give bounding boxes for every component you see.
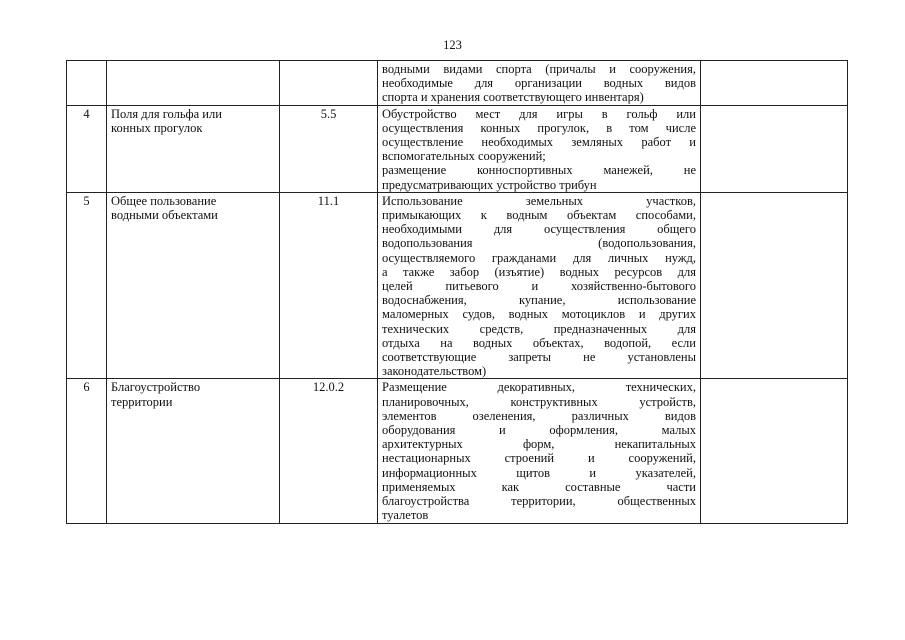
empty-column-cell xyxy=(701,379,848,523)
land-use-code xyxy=(280,61,378,106)
land-use-name xyxy=(107,192,280,379)
row-number: 4 xyxy=(67,105,107,192)
description-line: архитектурных форм, некапитальных xyxy=(382,437,696,452)
description-line: благоустройства территории, общественных xyxy=(382,494,696,509)
description-line: размещение конноспортивных манежей, не xyxy=(382,163,696,178)
description-line: водоснабжения, купание, использование xyxy=(382,293,696,308)
description-line: водными видами спорта (причалы и сооружения, xyxy=(382,62,696,76)
land-use-name-line: Общее пользование xyxy=(111,193,217,208)
description-line: оборудования и оформления, малых xyxy=(382,423,696,438)
description-line: Обустройство мест для игры в гольф или xyxy=(382,106,696,121)
description-line: применяемых как составные части xyxy=(382,479,696,494)
description-line: предусматривающих устройство трибун xyxy=(382,177,597,192)
land-use-name-line: Поля для гольфа или xyxy=(111,106,222,121)
table-row xyxy=(67,379,848,523)
table-row xyxy=(67,192,848,379)
land-use-name-line: территории xyxy=(111,394,173,409)
description-line: маломерных судов, водных мотоциклов и других xyxy=(382,307,696,322)
row-number: 5 xyxy=(67,192,107,379)
land-use-code: 12.0.2 xyxy=(280,379,378,523)
land-use-name xyxy=(107,379,280,523)
description-line: а также забор (изъятие) водных ресурсов для xyxy=(382,264,696,279)
land-use-name-line: конных прогулок xyxy=(111,120,203,135)
table-row xyxy=(67,61,848,106)
description-line: осуществляемого гражданами для личных нужд, xyxy=(382,250,696,265)
description-line: нестационарных строений и сооружений, xyxy=(382,451,696,466)
description-line: Использование земельных участков, xyxy=(382,193,696,208)
land-use-code: 11.1 xyxy=(280,192,378,379)
land-use-name xyxy=(107,105,280,192)
empty-column-cell xyxy=(701,61,848,106)
description-line: планировочных, конструктивных устройств, xyxy=(382,394,696,409)
description-line: соответствующие запреты не установлены xyxy=(382,350,696,365)
land-use-description xyxy=(378,61,701,106)
row-number xyxy=(67,61,107,106)
land-use-table xyxy=(66,60,848,524)
description-line: туалетов xyxy=(382,508,429,523)
description-line: информационных щитов и указателей, xyxy=(382,465,696,480)
description-line: отдыха на водных объектах, водопой, если xyxy=(382,335,696,350)
land-use-code: 5.5 xyxy=(280,105,378,192)
land-use-name xyxy=(107,61,280,106)
description-line: технических средств, предназначенных для xyxy=(382,321,696,336)
land-use-name-line: Благоустройство xyxy=(111,380,201,395)
land-use-name-line: водными объектами xyxy=(111,208,218,223)
page-number: 123 xyxy=(443,38,462,52)
table-body xyxy=(67,61,848,524)
description-line: осуществление необходимых земляных работ и xyxy=(382,135,696,150)
description-line: водопользования (водопользования, xyxy=(382,236,696,251)
land-use-description xyxy=(378,192,701,379)
table-row xyxy=(67,105,848,192)
description-line: элементов озеленения, различных видов xyxy=(382,408,696,423)
description-line: необходимые для организации водных видов xyxy=(382,76,696,91)
description-line: необходимыми для осуществления общего xyxy=(382,222,696,237)
description-line: вспомогательных сооружений; xyxy=(382,149,546,164)
empty-column-cell xyxy=(701,105,848,192)
description-line: примыкающих к водным объектам способами, xyxy=(382,208,696,223)
description-line: Размещение декоративных, технических, xyxy=(382,380,696,395)
description-line: спорта и хранения соответствующего инвентаря) xyxy=(382,90,644,105)
land-use-description xyxy=(378,379,701,523)
description-line: осуществления конных прогулок, в том числе xyxy=(382,120,696,135)
land-use-description xyxy=(378,105,701,192)
row-number: 6 xyxy=(67,379,107,523)
empty-column-cell xyxy=(701,192,848,379)
description-line: законодательством) xyxy=(382,364,487,379)
description-line: целей питьевого и хозяйственно-бытового xyxy=(382,279,696,294)
